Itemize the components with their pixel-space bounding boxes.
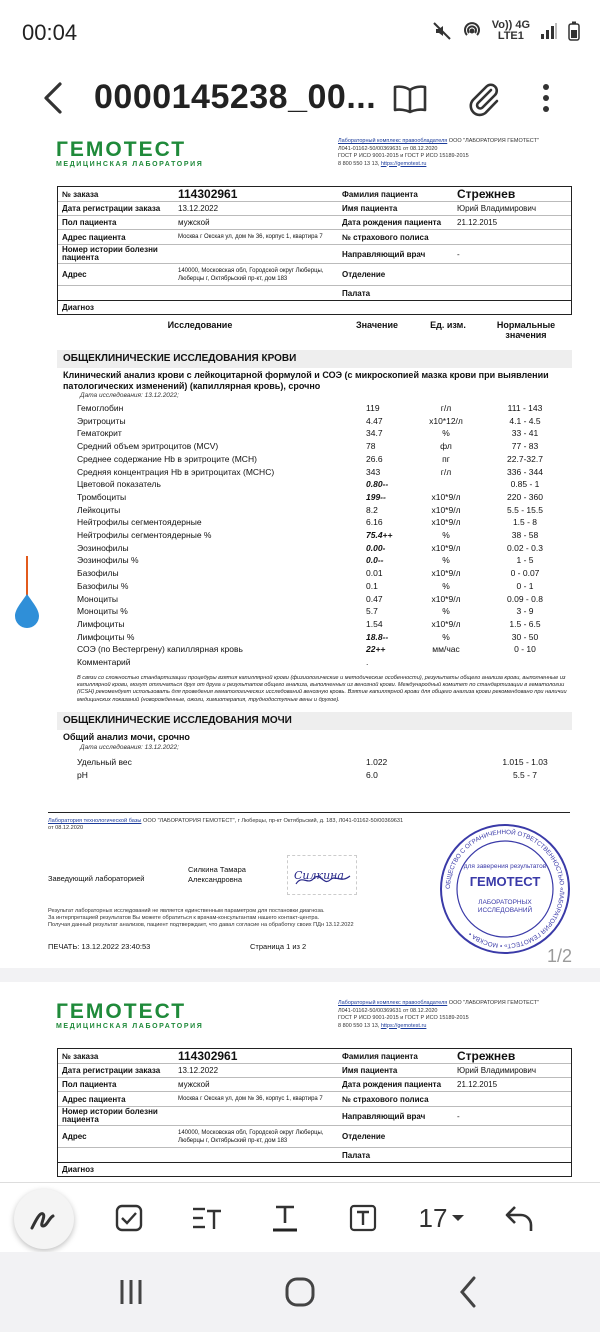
result-row [0, 530, 600, 543]
capillary-note: В связи со сложностью стандартизации процедуры взятия капиллярной крови (физиологические и методические особенности), результаты общего анализа крови, выполненные из капиллярной крови, могут отличаться друг от друга и результатов общего анализа, выполненных из венозной крови. Международный комитет по стандартизации в гематологии (ICSH) рекомендует использовать для проведения гематологических исследований венозную кровь. Взятие капиллярной крови для общего анализа крови рекомендовано при наличии медицинских показаний (новорожденные, ожоги, химиотерапия, труднодоступные вены и другое). [77, 675, 567, 703]
result-value: 0.01 [366, 568, 383, 579]
result-ref: 1.015 - 1.03 [502, 757, 548, 767]
result-row [0, 543, 600, 556]
lab-complex-link[interactable]: Лабораторный комплекс правообладателя [338, 138, 448, 144]
result-row [0, 606, 600, 619]
result-unit: % [442, 555, 450, 566]
result-value: 18.8-- [366, 631, 389, 642]
head-label: Заведующий лабораторией [48, 874, 145, 883]
result-value: 0.80-- [366, 479, 389, 490]
text-box-tool[interactable] [338, 1193, 388, 1243]
gemotest-logo: ГЕМОТЕСТ МЕДИЦИНСКАЯ ЛАБОРАТОРИЯ [56, 138, 204, 168]
result-name: Среднее содержание Hb в эритроците (MCH) [77, 453, 257, 464]
result-value: 8.2 [366, 504, 378, 515]
result-name: Удельный вес [77, 757, 132, 767]
result-value: 0.00- [366, 542, 386, 553]
signal-icon [540, 22, 558, 40]
result-value: 119 [366, 403, 380, 413]
patient-surname: Стрежнев [457, 187, 516, 201]
svg-text:ЛАБОРАТОРНЫХ: ЛАБОРАТОРНЫХ [478, 899, 532, 906]
svg-text:ГЕМОТЕСТ: ГЕМОТЕСТ [469, 874, 541, 889]
result-name: Эозинофилы [77, 542, 129, 553]
result-unit: x10*9/л [431, 504, 461, 515]
result-ref: 220 - 360 [507, 491, 543, 502]
pen-icon [27, 1202, 61, 1236]
result-ref: 30 - 50 [511, 631, 539, 642]
status-icons [432, 20, 580, 42]
nav-back-icon[interactable] [444, 1272, 494, 1312]
text-underline-icon [270, 1203, 300, 1233]
mute-icon [432, 21, 452, 41]
result-unit: пг [442, 453, 450, 464]
print-timestamp: ПЕЧАТЬ: 13.12.2022 23:40:53 [48, 942, 151, 951]
result-ref: 0.02 - 0.3 [507, 542, 543, 553]
back-arrow-icon[interactable] [34, 76, 74, 120]
scroll-handle[interactable] [12, 556, 42, 632]
result-unit: x10*9/л [431, 618, 461, 629]
result-name: Лейкоциты [77, 504, 121, 515]
undo-icon [503, 1203, 535, 1233]
result-value: 34.7 [366, 428, 383, 439]
result-row [0, 492, 600, 505]
result-row [0, 441, 600, 454]
result-value: 5.7 [366, 606, 378, 617]
battery-icon [568, 21, 580, 41]
result-unit: x10*9/л [431, 593, 461, 604]
checkbox-icon [114, 1203, 144, 1233]
result-name: pH [77, 770, 88, 780]
result-value: 0.47 [366, 593, 383, 604]
reading-mode-icon[interactable] [390, 78, 430, 118]
result-value: 0.1 [366, 580, 378, 591]
result-name: Эритроциты [77, 415, 126, 426]
result-name: Базофилы % [77, 580, 129, 591]
lab-complex-link-p2[interactable]: Лабораторный комплекс правообладателя [338, 1000, 448, 1006]
page-indicator: 1/2 [546, 946, 572, 966]
result-name: Моноциты % [77, 606, 128, 617]
network-label: Vo)) 4G LTE1 [491, 19, 530, 42]
gemotest-url-link[interactable]: https://gemotest.ru [380, 160, 427, 167]
result-value: . [366, 657, 369, 667]
document-page-2[interactable] [0, 982, 600, 1182]
result-value: 1.022 [366, 757, 388, 767]
result-row [0, 428, 600, 441]
home-icon[interactable] [275, 1272, 325, 1312]
attachment-icon[interactable] [464, 78, 504, 118]
result-name: Нейтрофилы сегментоядерные [77, 517, 202, 528]
result-row [0, 479, 600, 492]
result-unit: % [442, 580, 450, 591]
result-ref: 38 - 58 [511, 530, 539, 540]
result-unit: % [442, 606, 450, 617]
col-value: Значение [355, 320, 399, 330]
result-row [0, 594, 600, 607]
result-name: Тромбоциты [77, 491, 127, 502]
svg-text:ИССЛЕДОВАНИЙ: ИССЛЕДОВАНИЙ [477, 907, 533, 914]
result-ref: 5.5 - 15.5 [507, 504, 543, 515]
result-ref: 22.7-32.7 [507, 453, 543, 464]
blood-date: Дата исследования: 13.12.2022; [80, 392, 179, 399]
disclaimer: Результат лабораторных исследований не является единственным параметром для постановки диагноза. За интерпретацией результатов Вы можете обратиться к врачам-консультантам нашего контакт-центра. Получая данный результат анализов, пациент подтверждает, что давал согласие на обработку своих ПДн 13.12.2022 [48, 908, 354, 928]
result-ref: 0.85 - 1 [510, 479, 540, 490]
result-unit: мм/час [432, 644, 460, 655]
footer-divider [48, 812, 570, 813]
result-name: СОЭ (по Вестергрену) капиллярная кровь [77, 644, 243, 655]
result-row [0, 632, 600, 645]
system-nav-bar [0, 1252, 600, 1332]
signature: Силкина [287, 855, 357, 895]
hotspot-icon [462, 21, 482, 41]
pen-tool[interactable] [14, 1189, 74, 1249]
result-value: 4.47 [366, 415, 383, 426]
result-ref: 33 - 41 [511, 428, 539, 439]
result-row [0, 757, 600, 770]
result-name: Моноциты [77, 593, 118, 604]
result-value: 343 [366, 466, 381, 477]
patient-header-table-p2: № заказа 114302961 Фамилия пациента Стрежнев Дата регистрации заказа 13.12.2022 Имя пациента Юрий Владимирович Пол пациента мужской Дата рождения пациента 21.12.2015 Адрес пациента Москва г Окская ул, дом № 36, корпус 1, квартира 7 № страхового полиса Номер истории болезни пациента Направляющий врач - Адрес 140000, Московская обл, Городской округ Люберцы, Люберцы г, Октябрьский пр-кт, дом 183 Отделение Палата [57, 1048, 572, 1163]
result-unit: x10*9/л [431, 491, 461, 502]
head-name: Силкина Тамара Александровна [188, 865, 246, 884]
result-ref: 1.5 - 6.5 [509, 618, 541, 629]
blood-analysis-title: Клинический анализ крови с лейкоцитарной формулой и СОЭ (с микроскопией мазка крови при выявлении патологических изменений) (капиллярная кровь), срочно [63, 370, 549, 391]
lab-info-p2: Лабораторный комплекс правообладателя ООО "ЛАБОРАТОРИЯ ГЕМОТЕСТ" Л041-01162-50/00369631 от 08.12.2020 ГОСТ Р ИСО 9001-2015 и ГОСТ Р ИСО 15189-2015 8 800 550 13 13, https://gemotest.ru [338, 1000, 539, 1029]
svg-text:для заверения результатов: для заверения результатов [463, 863, 547, 870]
recent-apps-icon[interactable] [106, 1272, 156, 1312]
viewer-top-bar [0, 66, 600, 130]
result-value: 0.0-- [366, 555, 384, 566]
result-ref: 1 - 5 [516, 555, 534, 566]
select-tool[interactable] [104, 1193, 154, 1243]
font-size-select[interactable] [412, 1193, 472, 1243]
result-unit: x10*9/л [431, 517, 461, 528]
lab-info: Лабораторный комплекс правообладателя ООО "ЛАБОРАТОРИЯ ГЕМОТЕСТ" Л041-01162-50/00369631 от 08.12.2020 ГОСТ Р ИСО 9001-2015 и ГОСТ Р ИСО 15189-2015 8 800 550 13 13, https://gemotest.ru [338, 138, 539, 167]
gemotest-logo-p2: ГЕМОТЕСТ МЕДИЦИНСКАЯ ЛАБОРАТОРИЯ [56, 1000, 204, 1030]
result-ref: 3 - 9 [516, 606, 534, 617]
status-time: 00:04 [22, 20, 78, 45]
col-unit: Ед. изм. [430, 320, 466, 330]
patient-header-table: № заказа 114302961 Фамилия пациента Стрежнев Дата регистрации заказа 13.12.2022 Имя пациента Юрий Владимирович Пол пациента мужской Дата рождения пациента 21.12.2015 Адрес пациента Москва г Окская ул, дом № 36, корпус 1, квартира 7 № страхового полиса Номер истории болезни пациента Направляющий врач - Адрес 140000, Московская обл, Городской округ Люберцы, Люберцы г, Октябрьский пр-кт, дом 183 Отделение Палата [57, 186, 572, 301]
text-align-icon [191, 1203, 223, 1233]
col-test: Исследование [167, 320, 233, 330]
result-unit: г/л [440, 466, 452, 477]
result-ref: 0 - 0.07 [510, 568, 540, 579]
result-row [0, 657, 600, 670]
urine-analysis-title: Общий анализ мочи, срочно [63, 732, 190, 742]
tech-lab-link[interactable]: Лаборатория технологической базы [48, 818, 142, 824]
document-title: 0000145238_00... [94, 78, 377, 116]
col-norm: Нормальные значения [496, 320, 556, 340]
order-number: 114302961 [178, 187, 238, 201]
result-ref: 0.09 - 0.8 [507, 593, 543, 604]
urine-section-title: ОБЩЕКЛИНИЧЕСКИЕ ИССЛЕДОВАНИЯ МОЧИ [57, 712, 572, 730]
page-counter: Страница 1 из 2 [250, 942, 307, 951]
result-row [0, 555, 600, 568]
result-name: Базофилы [77, 568, 119, 579]
font-size-value: 17 [418, 1202, 448, 1233]
result-ref: 4.1 - 4.5 [509, 415, 541, 426]
lab-stamp [438, 822, 572, 956]
footer-lab-info: Лаборатория технологической базы ООО "ЛАБОРАТОРИЯ ГЕМОТЕСТ", г Люберцы, пр-кт Октябрьский, д. 183, Л041-01162-50/00369631 от 08.12.2020 [48, 818, 404, 831]
result-name: Средний объем эритроцитов (MCV) [77, 441, 219, 452]
result-value: 1.54 [366, 618, 383, 629]
result-ref: 5.5 - 7 [512, 770, 538, 780]
result-row [0, 517, 600, 530]
svg-text:ОБЩЕСТВО С ОГРАНИЧЕННОЙ ОТВЕТС: ОБЩЕСТВО С ОГРАНИЧЕННОЙ ОТВЕТСТВЕННОСТЬЮ «ЛАБОРАТОРИЯ ГЕМОТЕСТ» • МОСКВА • [444, 828, 566, 950]
result-value: 26.6 [366, 453, 383, 464]
text-align-tool[interactable] [182, 1193, 232, 1243]
result-ref: 336 - 344 [507, 466, 543, 477]
result-row [0, 568, 600, 581]
result-name: Эозинофилы % [77, 555, 139, 566]
result-value: 6.16 [366, 517, 383, 528]
result-value: 199-- [366, 491, 386, 502]
chevron-down-icon [451, 1213, 465, 1223]
result-row [0, 581, 600, 594]
result-value: 75.4++ [366, 530, 393, 540]
result-unit: % [442, 530, 450, 540]
result-unit: x10*12/л [429, 415, 463, 426]
result-name: Средняя концентрация Hb в эритроцитах (MCHC) [77, 466, 275, 477]
diagnosis-row: Диагноз [57, 301, 572, 315]
result-value: 78 [366, 441, 376, 452]
result-unit: x10*9/л [431, 542, 461, 553]
diagnosis-row-p2: Диагноз [57, 1163, 572, 1177]
result-ref: 0 - 1 [516, 580, 534, 591]
result-name: Лимфоциты % [77, 631, 135, 642]
more-options-icon[interactable] [526, 78, 566, 118]
result-name: Гемоглобин [77, 403, 124, 413]
urine-date: Дата исследования: 13.12.2022; [80, 744, 179, 751]
result-row [0, 770, 600, 783]
result-unit: x10*9/л [431, 568, 461, 579]
result-name: Комментарий [77, 657, 131, 667]
gemotest-url-link-p2[interactable]: https://gemotest.ru [380, 1022, 427, 1029]
result-unit: г/л [440, 403, 452, 413]
result-unit: % [442, 428, 450, 439]
result-ref: 1.5 - 8 [512, 517, 538, 528]
result-ref: 0 - 10 [514, 644, 536, 655]
undo-button[interactable] [494, 1193, 544, 1243]
result-name: Лимфоциты [77, 618, 125, 629]
result-row [0, 403, 600, 416]
result-unit: фл [440, 441, 452, 452]
underline-text-tool[interactable] [260, 1193, 310, 1243]
annotation-toolbar [0, 1182, 600, 1252]
result-row [0, 644, 600, 657]
result-row [0, 416, 600, 429]
result-unit: % [442, 631, 450, 642]
result-ref: 77 - 83 [511, 441, 539, 452]
status-bar [0, 0, 600, 66]
result-name: Цветовой показатель [77, 479, 161, 490]
result-row [0, 619, 600, 632]
result-row [0, 505, 600, 518]
result-row [0, 467, 600, 480]
result-ref: 111 - 143 [507, 403, 543, 413]
result-value: 6.0 [366, 770, 378, 780]
text-box-icon [348, 1203, 378, 1233]
blood-section-title: ОБЩЕКЛИНИЧЕСКИЕ ИССЛЕДОВАНИЯ КРОВИ [57, 350, 572, 368]
result-value: 22++ [366, 644, 386, 655]
result-name: Нейтрофилы сегментоядерные % [77, 530, 212, 540]
result-name: Гематокрит [77, 428, 122, 439]
document-page-1[interactable] [0, 130, 600, 968]
result-row [0, 454, 600, 467]
